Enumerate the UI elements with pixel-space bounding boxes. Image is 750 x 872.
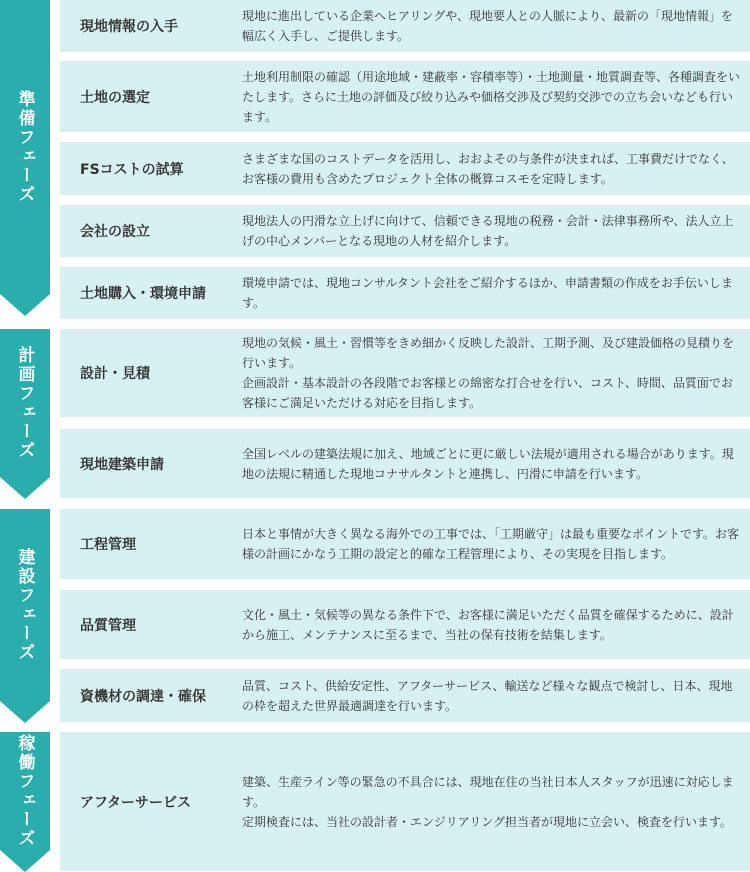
- service-row: [60, 205, 750, 257]
- service-title: 土地購入・環境申請: [80, 286, 206, 302]
- service-title: 現地建築申請: [80, 456, 164, 473]
- service-title: 資機材の調達・確保: [80, 688, 206, 705]
- phase-arrow-construction: [0, 509, 50, 723]
- service-row: [60, 61, 750, 132]
- service-title: 設計・見積: [80, 366, 150, 382]
- service-row: [60, 509, 750, 579]
- service-description: 日本と事情が大きく異なる海外での工事では、「工期厳守」は最も重要なポイントです。お客様の計画にかなう工期の設定と的確な工程管理により、その実現を目指します。: [242, 527, 740, 561]
- service-description: さまざまな国のコストデータを活用し、おおよその与条件が決まれば、工事費だけでなく、お客様の費用も含めたプロジェクト全体の概算コスモを定時します。: [242, 151, 734, 186]
- service-description: 現地の気候・風土・習慣等をきめ細かく反映した設計、工期予測、及び建設価格の見積りを行います。 企画設計・基本設計の各段階でお客様との綿密な打合せを行い、コスト、時間、品質面でお客様にご満足いただける対応を目指します。: [242, 336, 735, 410]
- service-description: 建築、生産ライン等の緊急の不具合には、現地在住の当社日本人スタッフが迅速に対応します。 定期検査には、当社の設計者・エンジリアリング担当者が現地に立会い、検査を行います。: [242, 774, 734, 829]
- service-row: [60, 0, 750, 52]
- service-row: [60, 142, 750, 195]
- service-description: 現地法人の円滑な立上げに向けて、信頼できる現地の税務・会計・法律事務所や、法人立上げの中心メンバーとなる現地の人材を紹介します。: [242, 214, 734, 248]
- service-description: 現地に進出している企業へヒアリングや、現地要人との人脈により、最新の「現地情報」を幅広く入手し、ご提供します。: [242, 9, 734, 43]
- phase-label: 計画フェーズ: [14, 346, 35, 460]
- service-description: 文化・風土・気候等の異なる条件下で、お客様に満足いただく品質を確保するために、設計から施工、メンテナンスに至るまで、当社の保有技術を結集します。: [242, 607, 734, 642]
- service-row: [60, 732, 750, 871]
- service-description: 環境申請では、現地コンサルタント会社をご紹介するほか、申請書類の作成をお手伝いします。: [242, 276, 733, 310]
- service-title: アフターサービス: [80, 794, 192, 811]
- service-description: 土地利用制限の確認（用途地域・建蔽率・容積率等）・土地測量・地質調査等、各種調査をいたします。さらに土地の評価及び絞り込みや価格交渉及び契約交渉での立ち会いなども行います。: [242, 69, 741, 124]
- service-title: 会社の設立: [80, 224, 150, 240]
- phase-arrow-operation: [0, 732, 50, 871]
- service-title: 工程管理: [80, 537, 136, 553]
- service-title: 品質管理: [80, 617, 136, 634]
- phase-label: 建設フェーズ: [14, 548, 35, 662]
- service-title: 現地情報の入手: [80, 19, 178, 35]
- phase-label: 準備フェーズ: [14, 90, 35, 204]
- phase-arrow-preparation: [0, 0, 50, 316]
- service-row: [60, 329, 750, 417]
- service-row: [60, 429, 750, 498]
- service-description: 品質、コスト、供給安定性、アフターサービス、輸送など様々な観点で検討し、日本、現地の枠を超えた世界最適調達を行います。: [242, 678, 733, 713]
- service-title: FSコストの試算: [80, 161, 184, 178]
- service-row: [60, 590, 750, 659]
- service-title: 土地の選定: [80, 89, 150, 106]
- phase-label: 稼働フェーズ: [14, 734, 35, 848]
- service-description: 全国レベルの建築法規に加え、地域ごとに更に厳しい法規が適用される場合があります。現地の法規に精通した現地コナサルタントと連携し、円滑に申請を行います。: [242, 446, 734, 481]
- service-row: [60, 267, 750, 319]
- service-row: [60, 669, 750, 722]
- phase-arrow-planning: [0, 329, 50, 499]
